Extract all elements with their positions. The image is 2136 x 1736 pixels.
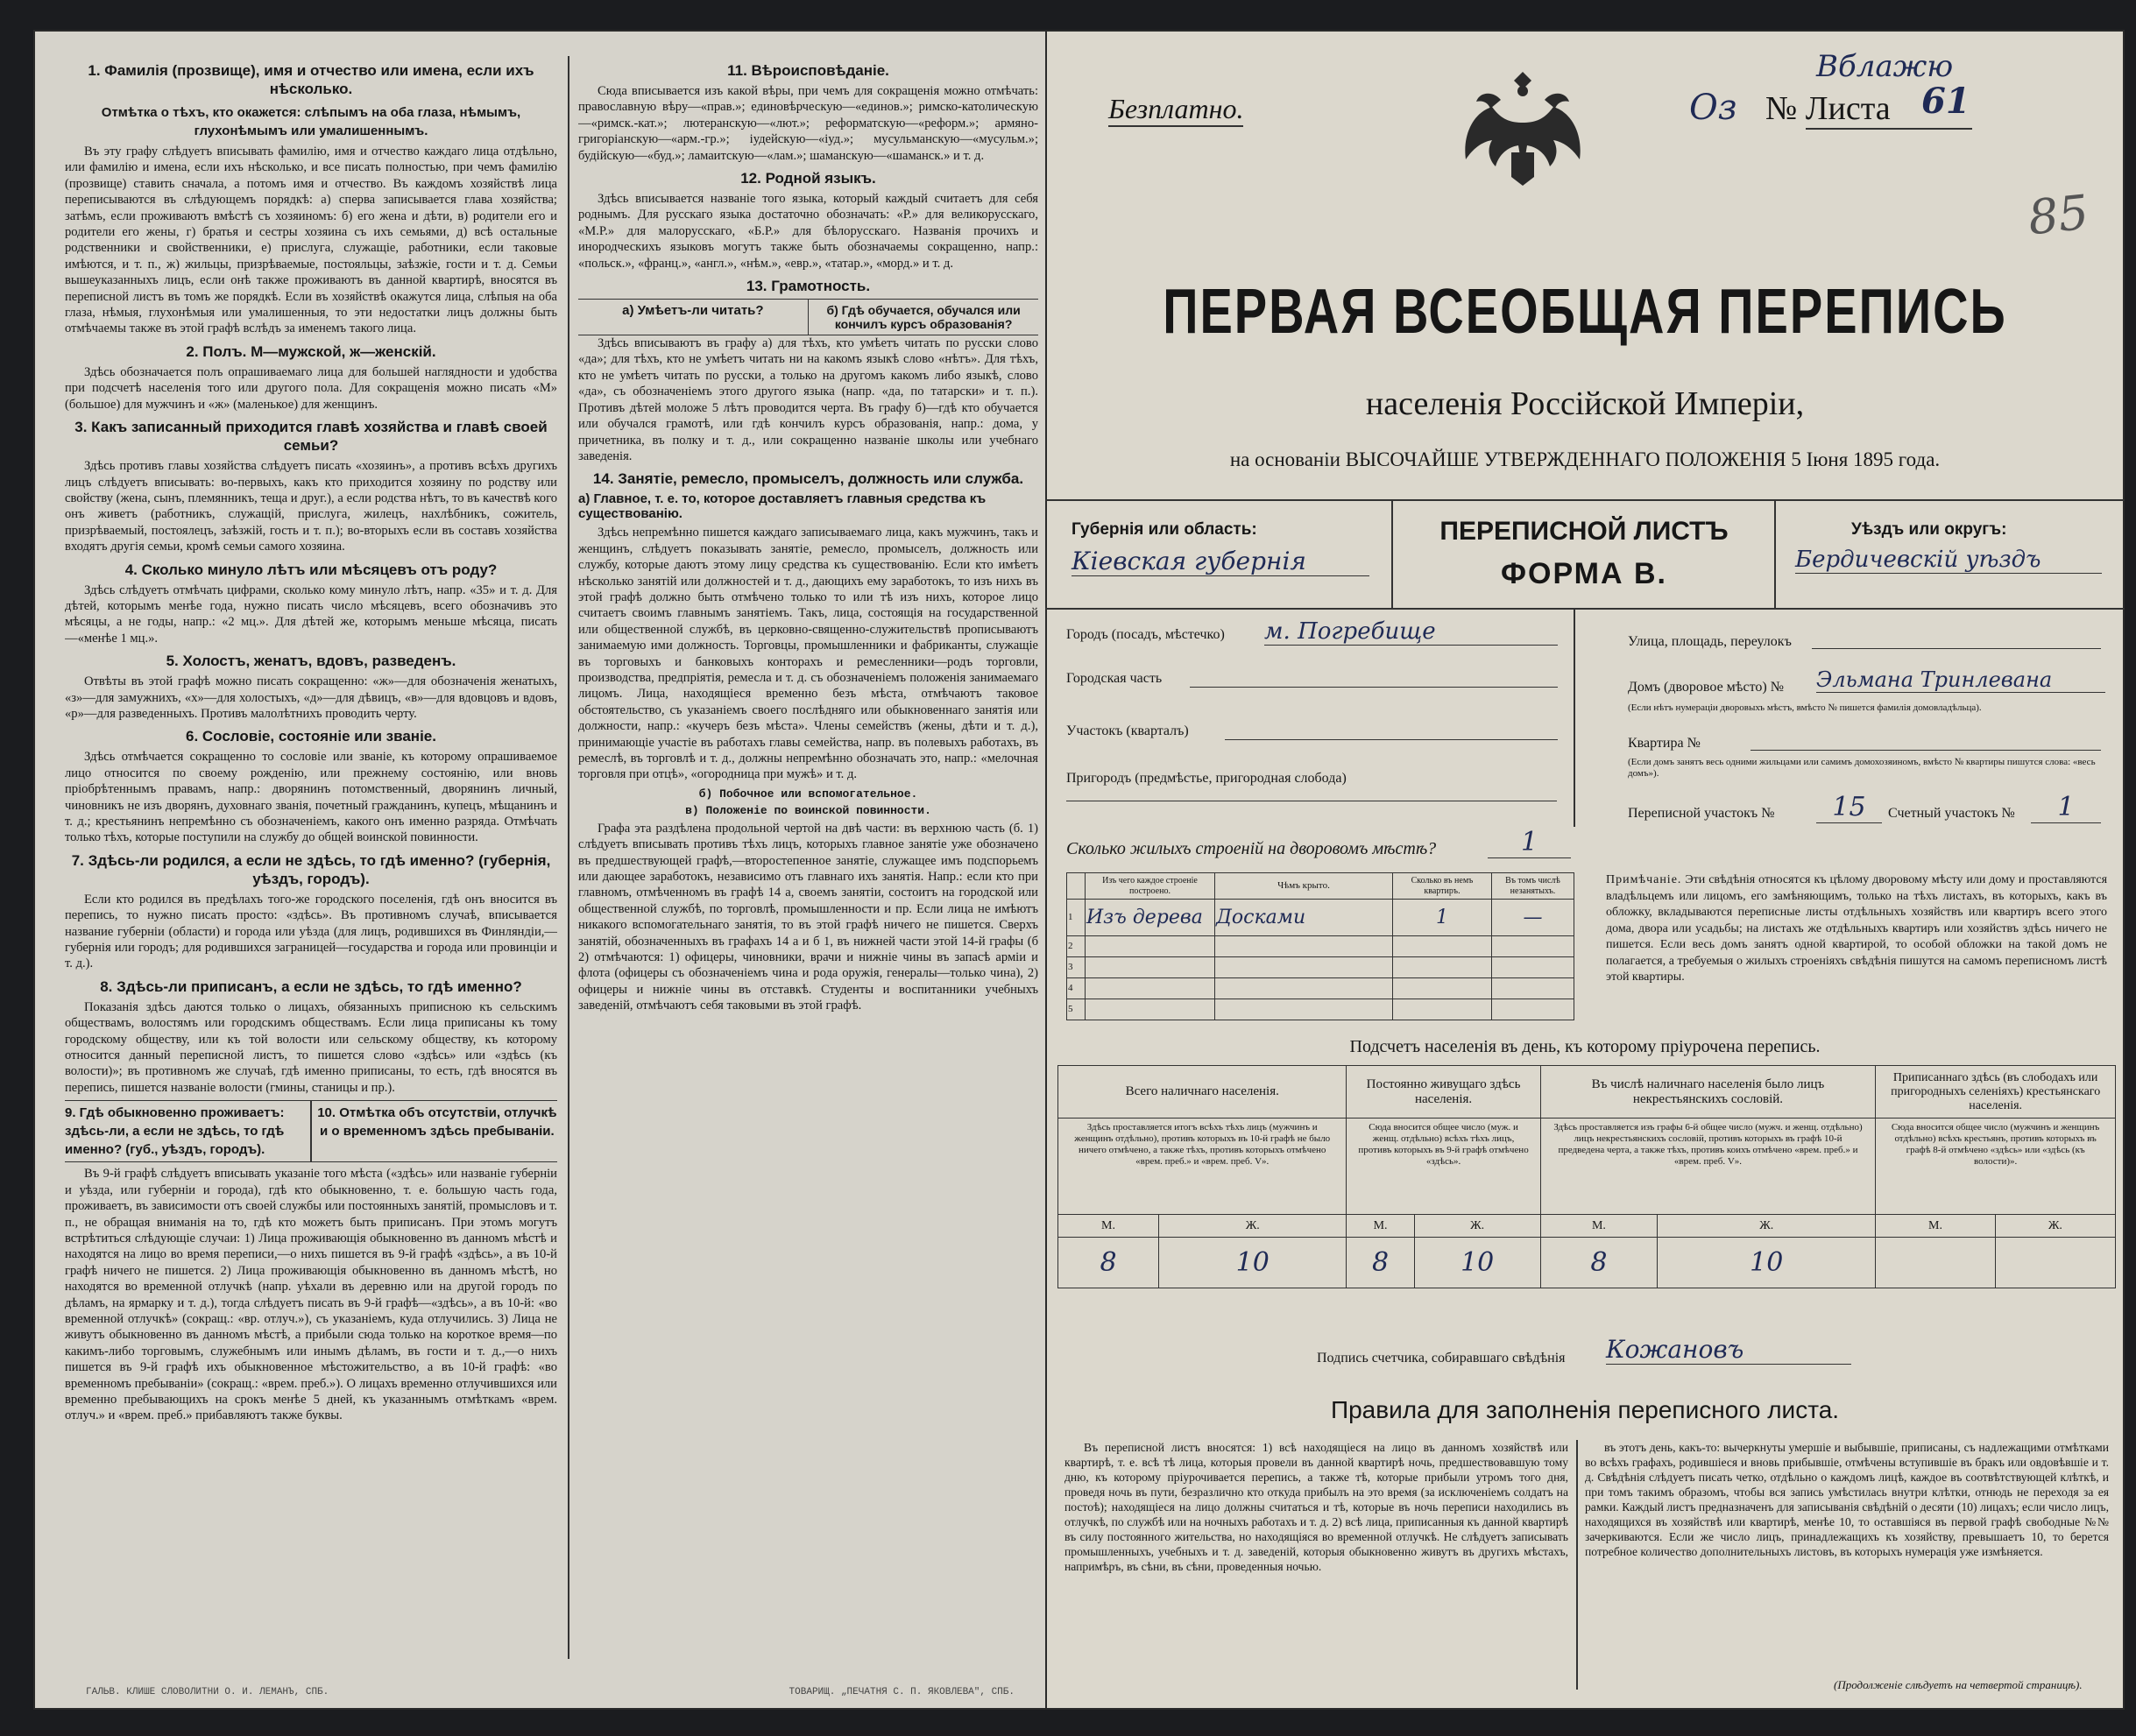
house-label: Домъ (дворовое мѣсто) № xyxy=(1628,680,1784,695)
rules-continuation-note: (Продолженіе слѣдуетъ на четвертой страницѣ). xyxy=(1834,1678,2083,1691)
handwritten-top-note: Вблажю xyxy=(1816,49,1954,84)
header-divider-left xyxy=(1391,499,1393,608)
bt-row-material xyxy=(1086,999,1215,1020)
bt-row-apartments xyxy=(1393,957,1492,978)
female-label: Ж. xyxy=(1159,1215,1347,1238)
legal-basis-line: на основаніи ВЫСОЧАЙШЕ УТВЕРЖДЕННАГО ПОЛОЖЕНІЯ 5 Іюня 1895 года. xyxy=(1229,448,1941,470)
male-label: М. xyxy=(1058,1215,1159,1238)
count-table-descriptions xyxy=(1058,1119,2116,1215)
section-5-title: 5. Холостъ, женатъ, вдовъ, разведенъ. xyxy=(166,653,456,670)
bt-row-material xyxy=(1086,936,1215,957)
female-label: Ж. xyxy=(1658,1215,1876,1238)
count-col-4-male xyxy=(1876,1238,1995,1288)
count-col-1-title: Всего наличнаго населенія. xyxy=(1058,1066,1347,1119)
bt-row-num: 4 xyxy=(1067,978,1086,999)
uchastok-label: Участокъ (кварталъ) xyxy=(1066,723,1189,738)
bt-row-vacant xyxy=(1492,978,1574,999)
section-1-text: Въ эту графу слѣдуетъ вписывать фамилію, имя и отчество каждаго лица отдѣльно, или фамилію и имена, если ихъ нѣсколько, и все писать полностью, при чемъ фамилію (прозвище) ставить сначала, а потомъ имя и отчество. Въ каждомъ хозяйствѣ лица переписываются въ слѣдующемъ порядкѣ: а) сперва записывается глава хозяйства; затѣмъ, если проживаютъ вмѣстѣ съ хозяиномъ: б) его жена и дѣти, в) родители его и родители его жены, г) братья и сестры хозяина съ ихъ семьями, д) всѣ остальные родственники и свойственники, е) прислуга, служащіе, работники, если таковые имѣются, и т. п., ж) жильцы, призрѣваемые, постояльцы, заѣзжіе, гости и т. д. Семьи вышеуказанныхъ лицъ, если онѣ также проживаютъ въ данной квартирѣ, вносятся въ переписной листъ въ томъ же порядкѣ. Если въ хозяйствѣ окажутся лица, слѣпыя на оба глаза, нѣмыя, глухонѣмыя или умалишенныя, то эти недостатки лицъ должны быть отмѣчаемы также въ этой графѣ вслѣдъ за именемъ такого лица. xyxy=(65,145,557,336)
census-title: ПЕРВАЯ ВСЕОБЩАЯ ПЕРЕПИСЬ xyxy=(1163,274,2007,347)
section-1-subtitle: Отмѣтка о тѣхъ, кто окажется: слѣпымъ на оба глаза, нѣмымъ, глухонѣмымъ или умалишеннымъ. xyxy=(101,105,521,138)
count-col-2-female: 10 xyxy=(1414,1238,1540,1288)
bt-row-roof xyxy=(1215,957,1393,978)
male-label: М. xyxy=(1347,1215,1414,1238)
left-page-instructions xyxy=(33,30,1058,1710)
bt-row-num: 2 xyxy=(1067,936,1086,957)
sheet-number-label: № Листа xyxy=(1765,90,1891,127)
house-value: Эльмана Тринлевана xyxy=(1816,667,2105,693)
section-4-title: 4. Сколько минуло лѣтъ или мѣсяцевъ отъ роду? xyxy=(124,561,498,578)
street-label: Улица, площадь, переулокъ xyxy=(1628,634,1792,649)
section-6-text: Здѣсь отмѣчается сокращенно то сословіе или званіе, къ которому опрашиваемое лицо относится по своему рожденію, или прежнему состоянію, или вновь пріобрѣтеннымъ правамъ, напр.: дворянинъ потомственный, дворянинъ личный, чиновникъ не изъ дворянъ, духовнаго званія, почетный гражданинъ, купецъ, мѣщанинъ и т. д.; крестьянинъ непремѣнно съ обозначеніемъ, какого онъ именно разряда. Отмѣчать только тѣхъ, которые поступили на службу до общей воинской повинности. xyxy=(65,750,557,845)
section-9-text: Въ 9-й графѣ слѣдуетъ вписывать указаніе того мѣста («здѣсь» или названіе губерніи и уѣзда, или губерніи и города), гдѣ кто обыкновенно, т. е. большую часть года, проживаетъ, въ зависимости отъ своей службы или постоянныхъ занятій, промысловъ и т. п., не обращая вниманія на то, гдѣ кто можетъ быть приписанъ. При этомъ могутъ встрѣтиться слѣдующіе случаи: 1) Лица проживающія обыкновенно въ данномъ мѣстѣ и находятся на лицо во время переписи,—о нихъ пишется въ 9-й графѣ «здѣсь», а въ 10-й графѣ ничего не пишется. 2) Лица проживающія обыкновенно въ данномъ мѣстѣ, но находятся во временной отлучкѣ (напр. уѣхали въ деревню или на другой городъ по дѣламъ, на ярмарку и т. д.), тогда слѣдуетъ писать въ 9-й графѣ—«здѣсь», а въ 10-й: «во временной отлучкѣ» (сокращ.: «вр. отлуч.»), съ указаніемъ, куда отлучились. 3) Лица не живутъ обыкновенно въ данномъ мѣстѣ, а прибыли сюда только на короткое время—по какимъ-либо торговымъ, служебнымъ или инымъ дѣламъ, въ гости и т. д.,—о нихъ пишется въ 9-й графѣ ихъ обыкновенное мѣстожительство, а въ 10-й графѣ: «во временномъ пребываніи» (сокращ.: «врем. преб.»). О лицахъ временно отлучившихся или временно пребывающихъ на срокъ менѣе 5 дней, къ указаннымъ отмѣткамъ «врем. отлуч.» и «врем. преб.» прибавляютъ также буквы. xyxy=(65,1167,557,1423)
bt-header-vacant: Въ томъ числѣ незанятыхъ. xyxy=(1492,873,1574,900)
count-area-label: Счетный участокъ № xyxy=(1888,806,2015,821)
section-10-title: 10. Отмѣтка объ отсутствіи, отлучкѣ и о временномъ здѣсь пребываніи. xyxy=(317,1105,557,1140)
section-6-title: 6. Сословіе, состояніе или званіе. xyxy=(186,728,436,745)
table-row xyxy=(1067,978,1574,999)
bt-row-material xyxy=(1086,978,1215,999)
section-9-title: 9. Гдѣ обыкновенно проживаетъ: здѣсь-ли, а если не здѣсь, то гдѣ именно? (губ., уѣздъ, городъ). xyxy=(65,1105,285,1158)
buildings-question: Сколько жилыхъ строеній на дворовомъ мѣстѣ? xyxy=(1066,839,1437,858)
sheet-number-underline xyxy=(1806,128,1972,130)
city-label: Городъ (посадъ, мѣстечко) xyxy=(1066,627,1225,642)
rules-title: Правила для заполненія переписного листа. xyxy=(1330,1396,1840,1423)
house-note: (Если нѣтъ нумераціи дворовыхъ мѣстъ, вмѣсто № пишется фамилія домовладѣльца). xyxy=(1628,702,1982,713)
census-area-value: 15 xyxy=(1816,792,1882,823)
bt-row-vacant xyxy=(1492,936,1574,957)
rules-column-1: Въ переписной листъ вносятся: 1) всѣ находящіеся на лицо въ данномъ хозяйствѣ или квартирѣ, т. е. всѣ тѣ лица, которыя провели въ данной квартирѣ ночь, предшествовавшую тому дню, къ которому пріурочивается перепись, а также тѣ, которые прибыли утромъ того дня, проведя ночь въ пути, безразлично кто откуда прибылъ на это время (за исключеніемъ солдатъ на постоѣ); находящіеся на лицо должны считаться и тѣ, которые въ ночь переписи находились въ отлучкѣ, по службѣ или на ночныхъ работахъ и т. д. 2) всѣ лица, приписанныя къ данной квартирѣ въ силу постоянного жительства, но находящіяся во временной отлучкѣ. Не слѣдуетъ записывать промышленныхъ, учебныхъ и т. д. заведеній, которыя обыкновенно живутъ въ другихъ мѣстахъ, напримѣръ, въ сѣни, въ сѣни, проведенныя ночью. xyxy=(1064,1441,1568,1573)
bt-header-roof: Чѣмъ крыто. xyxy=(1215,873,1393,900)
section-13a-label: а) Умѣетъ-ли читать? xyxy=(622,303,764,319)
section-13-text: Здѣсь вписываютъ въ графу а) для тѣхъ, кто умѣетъ читать по русски слово «да»; для тѣхъ, кто не умѣетъ читать ни на какомъ языкѣ слово «нѣтъ». Для тѣхъ, кто не умѣетъ читать по русски, а только на другомъ какомъ либо языкѣ, слово «да», съ обозначеніемъ этого другого языка (напр. «да, по татарски» и т. п.). Противъ дѣтей моложе 5 лѣтъ проводится черта. Въ графу б)—гдѣ кто обучается или обучался грамотѣ, или гдѣ кончилъ курсъ образованія, напр.: дома, у причетника, въ полку и т. д., или сокращенно названіе школы или учебнаго заведенія. xyxy=(578,336,1038,463)
bt-row-roof xyxy=(1215,999,1393,1020)
rules-divider xyxy=(1576,1440,1578,1690)
census-area-label: Переписной участокъ № xyxy=(1628,806,1775,821)
section-12-title: 12. Родной языкъ. xyxy=(740,170,876,187)
count-area-value: 1 xyxy=(2031,792,2101,823)
section-11-text: Сюда вписывается изъ какой вѣры, при чемъ для сокращенія можно отмѣчать: православную вѣру—«прав.»; единовѣрческую—«единов.»; римско-католическую—«римск.-кат.»; лютеранскую—«лют.»; реформатскую—«реформ.»; армяно-григоріанскую—«арм.-гр.»; іудейскую—«іуд.»; мусульманскую—«мусульм.»; будійскую—«буд.»; ламаитскую—«лам.»; шаманскую—«шаманск.» и т. д. xyxy=(578,84,1038,163)
count-col-3-female: 10 xyxy=(1658,1238,1876,1288)
apartment-line xyxy=(1751,750,2101,751)
buildings-value: 1 xyxy=(1488,827,1571,858)
count-col-1-desc: Здѣсь проставляется итогъ всѣхъ тѣхъ лицъ (мужчинъ и женщинъ отдѣльно), противъ которыхъ въ 10-й графѣ не было ничего отмѣчено, а также тѣхъ, противъ которыхъ отмѣчено «врем. преб.» и «врем. преб. V». xyxy=(1058,1119,1347,1215)
count-col-4-title: Приписаннаго здѣсь (въ слободахъ или пригородныхъ селеніяхъ) крестьянскаго населенія. xyxy=(1876,1066,2116,1119)
instructions-column-2 xyxy=(578,56,1038,1668)
bt-header-apartments: Сколько въ немъ квартиръ. xyxy=(1393,873,1492,900)
bt-row-vacant xyxy=(1492,957,1574,978)
free-of-charge-label: Безплатно. xyxy=(1108,93,1243,127)
census-subtitle: населенія Россійской Имперіи, xyxy=(1365,385,1805,422)
note-title: Примѣчаніе. xyxy=(1606,873,1682,886)
count-col-1-female: 10 xyxy=(1159,1238,1347,1288)
form-title: ПЕРЕПИСНОЙ ЛИСТЪ xyxy=(1439,517,1729,546)
table-row xyxy=(1067,936,1574,957)
uezd-value: Бердичевскій уѣздъ xyxy=(1795,547,2102,574)
header-bottom-rule xyxy=(1045,608,2125,610)
margin-pencil-number: 85 xyxy=(2025,184,2091,246)
sheet-prefix-handwritten: Оз xyxy=(1689,88,1737,128)
bt-row-apartments xyxy=(1393,936,1492,957)
section-14c-label: в) Положеніе по воинской повинности. xyxy=(685,803,931,817)
section-14-text: Здѣсь непремѣнно пишется каждаго записываемаго лица, какъ мужчинъ, такъ и женщинъ, слѣдуетъ показывать занятіе, ремесло, промыселъ, должность или службу, которые даютъ этому лицу средства къ существованію. Если кто имѣетъ нѣсколько занятій или должностей и т. д., дающихъ ему заработокъ, то изъ нихъ въ этой графѣ должно быть отмѣчено только то или тѣ изъ нихъ, которое лицо считаетъ своимъ главнымъ занятіемъ. Такъ, лица, состоящія на государственной или общественной службѣ, въ церковно-священно-служительствѣ прописываютъ занимаемую ими должность. Торговцы, промышленники и фабриканты, служащіе въ торговыхъ и банковыхъ конторахъ и ремесленники—родъ торговли, производства, предпріятія, ремесла и т. д. съ обозначеніемъ положенія занимаемаго лицомъ. Лица, находящіеся временно безъ мѣста, отмѣчаютъ таковое обстоятельство, съ указаніемъ своего послѣдняго или обыкновеннаго занятія или должности, напр.: «кучеръ безъ мѣста». Члены семействъ (жены, дѣти и т. д.), принимающіе участіе въ работахъ главы семейства, напр. въ полевыхъ работахъ, въ ремеслѣ, въ торговлѣ и т. д., должны непремѣнно обозначать это, напр.: «мелочная торговля при отцѣ», «огородница при мужѣ» и т. д. xyxy=(578,526,1038,782)
female-label: Ж. xyxy=(1995,1215,2115,1238)
count-col-2-desc: Сюда вносится общее число (муж. и женщ. отдѣльно) всѣхъ тѣхъ лицъ, противъ которыхъ въ 9-й графѣ отмѣчено «здѣсь». xyxy=(1347,1119,1540,1215)
population-count-table xyxy=(1057,1065,2116,1288)
guberniya-label: Губернія или область: xyxy=(1072,520,1257,539)
count-col-4-desc: Сюда вносится общее число (мужчинъ и женщинъ отдѣльно) всѣхъ крестьянъ, противъ которыхъ въ графѣ 8-й отмѣчено «здѣсь» или «здѣсь (къ волости)». xyxy=(1876,1119,2116,1215)
buildings-table-header xyxy=(1067,873,1574,900)
section-4-text: Здѣсь слѣдуетъ отмѣчать цифрами, сколько кому минуло лѣтъ, напр. «35» и т. д. Для дѣтей, которымъ менѣе года, нужно писать число мѣсяцевъ, всего обозначивъ это мѣсяцы, а не годы, напр.: «2 мц.». Для дѣтей же, которымъ меньше мѣсяца, писать—«менѣе 1 мц.». xyxy=(65,582,557,646)
imperial-eagle-emblem xyxy=(1457,65,1588,187)
bt-row-apartments xyxy=(1393,999,1492,1020)
printer-credit-left: ГАЛЬВ. КЛИШЕ СЛОВОЛИТНИ О. И. ЛЕМАНЪ, СПБ. xyxy=(86,1687,329,1697)
count-table-values xyxy=(1058,1238,2116,1288)
count-col-2-title: Постоянно живущаго здѣсь населенія. xyxy=(1347,1066,1540,1119)
section-8-text: Показанія здѣсь даются только о лицахъ, обязанныхъ приписною къ сельскимъ обществамъ, волостямъ или городскимъ обществамъ. Если лица приписаны къ тому городскому обществу, или къ той волости или сельскому обществу, къ которому относится данный переписной листъ, то пишется слово «здѣсь» или «здѣсь (къ волости)»; въ противномъ же случаѣ, гдѣ именно приписаны, то есть, гдѣ вносятся въ перепись, пишется названіе волости (гмины, станицы и пр.). xyxy=(65,999,557,1095)
guberniya-value: Кіевская губернія xyxy=(1072,547,1369,576)
section-12-text: Здѣсь вписывается названіе того языка, который каждый считаетъ для себя роднымъ. Для русскаго языка достаточно обозначать: «Р.» для великорусскаго, «М.Р.» для малорусскаго, «Б.Р.» для бѣлорусскаго. Названія прочихъ и инородческихъ языковъ могутъ также быть обозначаемы сокращенно, напр.: «польск.», «франц.», «англ.», «нѣм.», «евр.», «татар.», «морд.» и т. д. xyxy=(578,192,1038,271)
count-table-mf-labels xyxy=(1058,1215,2116,1238)
note-text: Эти свѣдѣнія относятся къ цѣлому дворовому мѣсту или дому и проставляются владѣльцемъ или лицомъ, его замѣняющимъ, только на тѣхъ листахъ, въ которыхъ, какъ въ обложку, вкладываются переписные листы отдѣльныхъ хозяйствъ или квартиръ всего этого дома, двора или усадьбы; на листахъ же отдѣльныхъ квартиръ или хозяйствъ здѣсь ничего не пишется. Если весь домъ занятъ одной квартирой, то особой обложки на такой домъ не полагается, а требуемыя о жилыхъ строеніяхъ свѣдѣнія пишутся на самомъ переписномъ листѣ этой квартиры. xyxy=(1606,873,2108,984)
bt-header-material: Изъ чего каждое строеніе построено. xyxy=(1086,873,1215,900)
count-col-3-male: 8 xyxy=(1540,1238,1658,1288)
street-line xyxy=(1812,648,2101,649)
bt-header-num xyxy=(1067,873,1086,900)
buildings-note xyxy=(1606,872,2107,986)
bt-row-apartments: 1 xyxy=(1393,900,1492,936)
table-row xyxy=(1067,957,1574,978)
prigorod-label: Пригородъ (предмѣстье, пригородная слобода) xyxy=(1066,771,1347,786)
uchastok-line xyxy=(1225,739,1558,740)
section-7-text: Если кто родился въ предѣлахъ того-же городского поселенія, гдѣ онъ вносится въ перепись, то нужно писать просто: «здѣсь». Въ противномъ случаѣ, вписывается название губерніи (области) и города или уѣзда (для лицъ, родившихся въ Финляндіи,—губернія или городъ; для родившихся заграницей—государства и города или провинціи и т. д.). xyxy=(65,892,557,971)
bt-row-num: 3 xyxy=(1067,957,1086,978)
female-label: Ж. xyxy=(1414,1215,1540,1238)
sheet-number-handwritten: 61 xyxy=(1921,81,1970,122)
bt-row-vacant xyxy=(1492,999,1574,1020)
table-row xyxy=(1067,900,1574,936)
count-col-3-title: Въ числѣ наличнаго населенія было лицъ некрестьянскихъ сословій. xyxy=(1540,1066,1876,1119)
section-5-text: Отвѣты въ этой графѣ можно писать сокращенно: «ж»—для обозначенія женатыхъ, «з»—для замужнихъ, «х»—для холостыхъ, «д»—для дѣвицъ, «в»—для вдовцовъ и вдовъ, «р»—для разведенныхъ. Противъ малолѣтнихъ проводить черту. xyxy=(65,674,557,721)
section-11-title: 11. Вѣроисповѣданіе. xyxy=(727,62,889,79)
section-8-title: 8. Здѣсь-ли приписанъ, а если не здѣсь, то гдѣ именно? xyxy=(100,977,522,995)
header-divider-right xyxy=(1774,499,1776,608)
count-col-3-desc: Здѣсь проставляется изъ графы 6-й общее число (мужч. и женщ. отдѣльно) лицъ некрестьянскихъ сословій, противъ которыхъ въ графѣ 10-й предведена черта, а также тѣхъ, противъ коихъ отмѣчено «врем. преб.» и «врем. преб. V». xyxy=(1540,1119,1876,1215)
section-3-text: Здѣсь противъ главы хозяйства слѣдуетъ писать «хозяинъ», а противъ всѣхъ другихъ лицъ слѣдуетъ вписывать: во-первыхъ, какъ кто приходится хозяину по родству или свойству (жена, сынъ, племянникъ, теща и друг.), а если родства нѣтъ, то въ качествѣ кого онъ живетъ (работникъ, служащій, прислуга, жилецъ, нахлѣбникъ, сожитель, призрѣваемый, постоялецъ, заѣзжій, гость и т. п.); во-вторыхъ если въ составъ хозяйства входятъ другія семьи, кромѣ семьи самого хозяина. xyxy=(65,459,557,554)
city-value: м. Погребище xyxy=(1264,618,1558,646)
bt-row-material xyxy=(1086,957,1215,978)
printer-credit-right: ТОВАРИЩ. „ПЕЧАТНЯ С. П. ЯКОВЛЕВА", СПБ. xyxy=(789,1687,1015,1697)
buildings-table xyxy=(1066,872,1574,1020)
bt-row-roof: Досками xyxy=(1215,900,1393,936)
bt-row-vacant: — xyxy=(1492,900,1574,936)
apartment-label: Квартира № xyxy=(1628,736,1701,751)
address-divider xyxy=(1574,608,1575,827)
uezd-label: Уѣздъ или округъ: xyxy=(1851,520,2007,539)
section-13b-label: б) Гдѣ обучается, обучался или кончилъ курсъ образованія? xyxy=(826,303,1021,332)
city-part-line xyxy=(1190,687,1558,688)
bt-row-roof xyxy=(1215,978,1393,999)
section-14b-text: Графа эта раздѣлена продольной чертой на двѣ части: въ верхнюю часть (б. 1) слѣдуетъ вписывать противъ тѣхъ лицъ, которыхъ главное занятіе уже обозначено въ предшествующей графѣ,—второстепенное занятіе, служащее имъ подспорьемъ или дающее заработокъ, независимо отъ главнаго ихъ занятія. Напр.: если кто при главномъ, отмѣченномъ въ графѣ 14 а, своемъ занятіи, состоитъ на городской или общественной службѣ, по торговлѣ, промышленности и пр. Если лица не имѣютъ никакого вспомогательнаго занятія, то въ этой графѣ ничего не пишется. Сверхъ занятій, обозначенныхъ въ графахъ 14 а и б 1, въ нижней части этой 14-й графы (б 2) отмѣчаются: 1) офицеры, чиновники, врачи и нижніе чины въ запасѣ армiи и флота (офицеры съ обозначеніемъ чина и рода оружія, генералы—только чина), 2) офицеры и нижніе чины въ отставкѣ. Студенты и воспитанники учебныхъ заведеній, отмѣчаютъ себя таковыми въ этой графѣ. xyxy=(578,821,1038,1013)
section-1-title: 1. Фамилія (прозвище), имя и отчество или имена, если ихъ нѣсколько. xyxy=(88,62,534,97)
table-row xyxy=(1067,999,1574,1020)
bt-row-material: Изъ дерева xyxy=(1086,900,1215,936)
city-part-label: Городская часть xyxy=(1066,671,1163,686)
header-top-rule xyxy=(1045,499,2125,501)
signature-label: Подпись счетчика, собиравшаго свѣдѣнія xyxy=(1317,1351,1566,1366)
count-col-4-female xyxy=(1995,1238,2115,1288)
right-page-census-form xyxy=(1045,30,2125,1710)
bt-row-num: 1 xyxy=(1067,900,1086,936)
section-2-title: 2. Полъ. М—мужской, ж—женскій. xyxy=(186,342,436,360)
count-table-titles xyxy=(1058,1066,2116,1119)
column-divider xyxy=(568,56,569,1659)
bt-row-apartments xyxy=(1393,978,1492,999)
section-3-title: 3. Какъ записанный приходится главѣ хозяйства и главѣ своей семьи? xyxy=(74,419,548,455)
section-13-title: 13. Грамотность. xyxy=(746,278,871,295)
apartment-note: (Если домъ занятъ весь одними жильцами или самимъ домохозяиномъ, вмѣсто № квартиры пишутся слова: «весь домъ»). xyxy=(1628,757,2096,779)
bt-row-roof xyxy=(1215,936,1393,957)
signature-value: Кожановъ xyxy=(1606,1335,1851,1365)
bt-row-num: 5 xyxy=(1067,999,1086,1020)
count-col-1-male: 8 xyxy=(1058,1238,1159,1288)
section-14b-label: б) Побочное или вспомогательное. xyxy=(698,787,918,801)
section-2-text: Здѣсь обозначается полъ опрашиваемаго лица для большей наглядности и удобства при подсчетѣ населенія того или другого пола. Для сокращенія можно писать «М» (большое) для мужчинъ и «ж» (маленькое) для женщинъ. xyxy=(65,364,557,412)
section-14a-label: а) Главное, т. е. то, которое доставляетъ главныя средства къ существованію. xyxy=(578,491,987,522)
form-letter: ФОРМА В. xyxy=(1500,557,1668,590)
male-label: М. xyxy=(1540,1215,1658,1238)
instructions-column-1 xyxy=(65,56,557,1668)
rules-column-2: въ этотъ день, какъ-то: вычеркнуты умершіе и выбывшіе, приписаны, съ надлежащими отмѣтками во всѣхъ графахъ, родившіеся и вновь прибывшіе, отмѣчены вступившіе въ бракъ или овдовѣвшіе и т. д. Свѣдѣнія слѣдуетъ писать четко, отдѣльно о каждомъ лицѣ, каждое въ соотвѣтствующей клѣткѣ, и при томъ такимъ образомъ, чтобы вся запись умѣстилась внутри клѣтки, отнюдь не переходя за ея рамки. Каждый листъ предназначенъ для записыванія свѣдѣній о десяти (10) лицахъ; если число лицъ, находящихся въ хозяйствѣ или квартирѣ, менѣе 10, то оставшіяся въ первой графѣ свободные №№ зачеркиваются. Если же число лицъ, принадлежащихъ къ хозяйству, превышаетъ 10, то берется потребное количество дополнительныхъ листовъ, въ которыхъ нумерація уже измѣняется. xyxy=(1585,1441,2109,1558)
section-14-title: 14. Занятіе, ремесло, промыселъ, должность или служба. xyxy=(592,470,1024,488)
count-col-2-male: 8 xyxy=(1347,1238,1414,1288)
male-label: М. xyxy=(1876,1215,1995,1238)
section-7-title: 7. Здѣсь-ли родился, а если не здѣсь, то гдѣ именно? (губернія, уѣздъ, городъ). xyxy=(71,851,551,887)
population-count-title: Подсчетъ населенія въ день, къ которому пріурочена перепись. xyxy=(1349,1037,1821,1056)
